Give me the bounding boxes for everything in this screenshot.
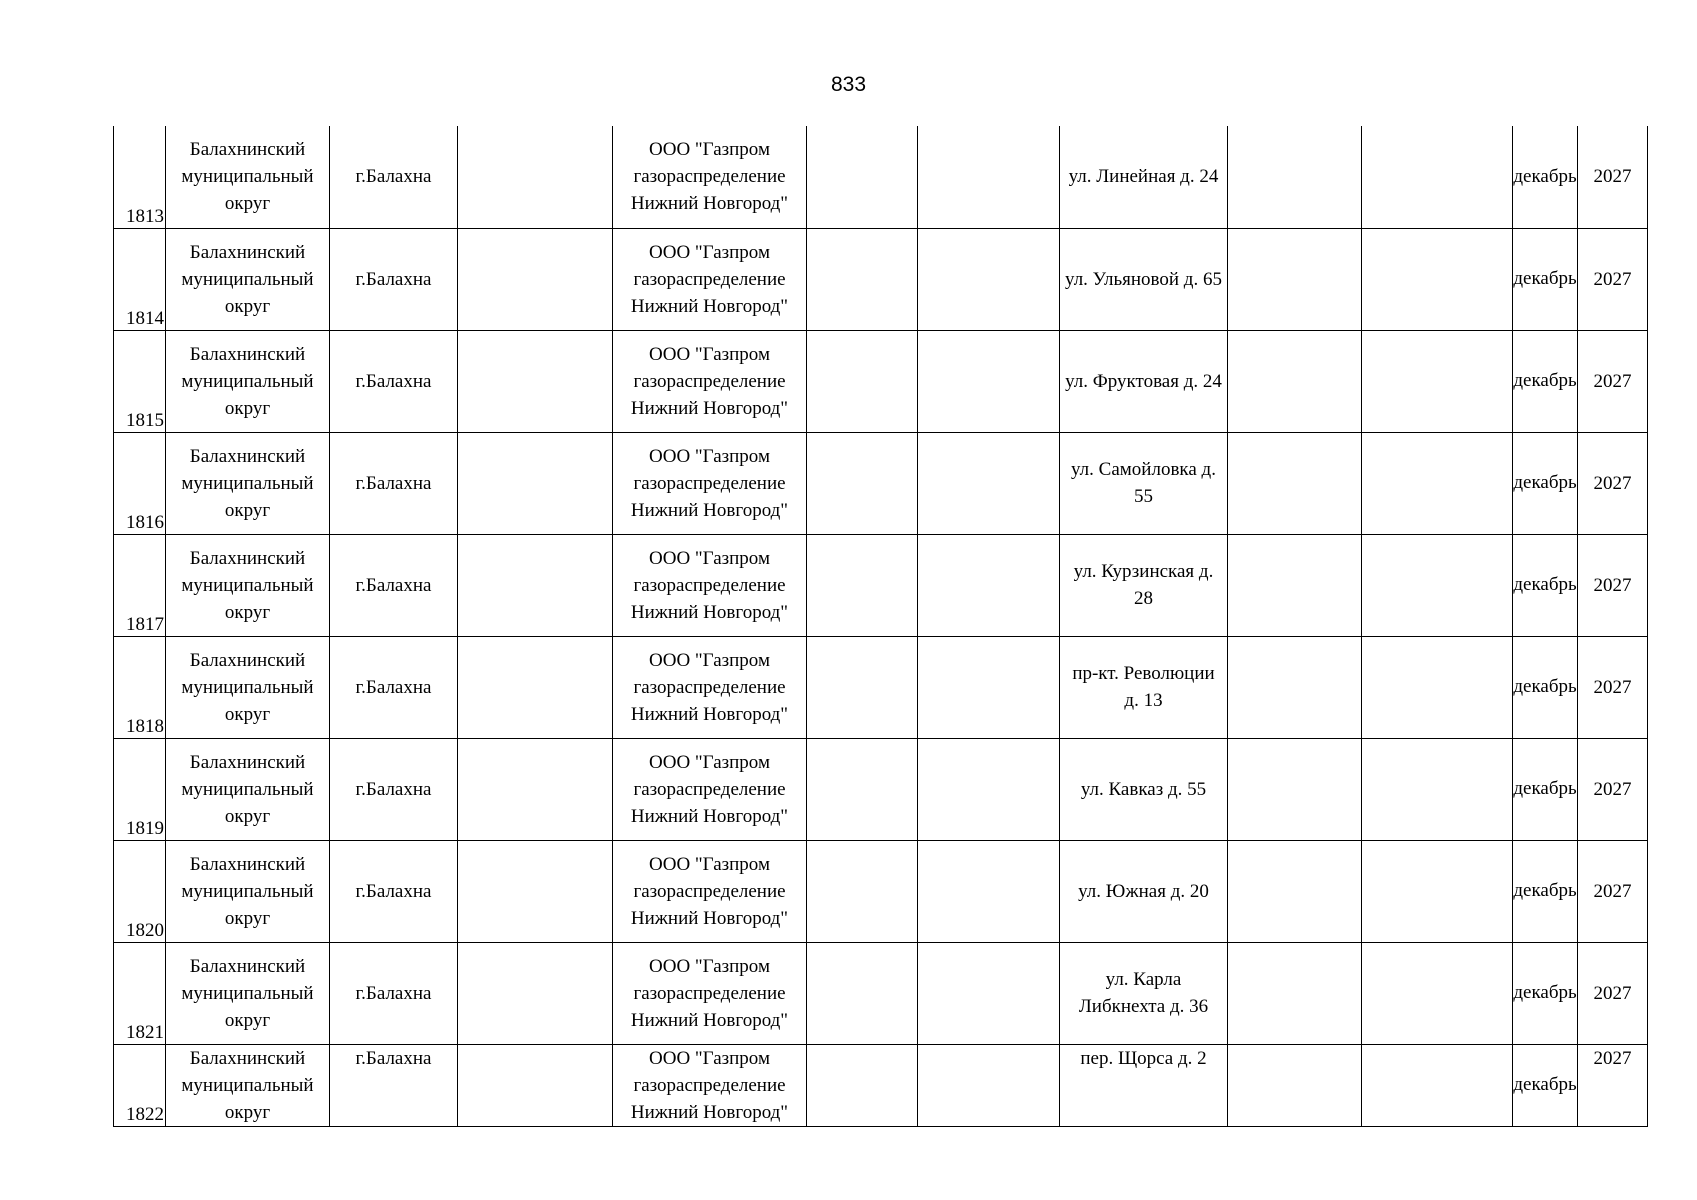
month-cell: декабрь bbox=[1513, 942, 1578, 1044]
table-row bbox=[114, 432, 1648, 534]
empty-cell bbox=[458, 738, 613, 840]
organization-cell: ООО "Газпром газораспределение Нижний Новгород" bbox=[613, 534, 807, 636]
year-cell: 2027 bbox=[1578, 126, 1648, 228]
empty-cell bbox=[807, 330, 918, 432]
table-row bbox=[114, 1044, 1648, 1126]
district-cell: Балахнинский муниципальный округ bbox=[166, 432, 330, 534]
year-cell: 2027 bbox=[1578, 738, 1648, 840]
organization-cell: ООО "Газпром газораспределение Нижний Новгород" bbox=[613, 840, 807, 942]
empty-cell bbox=[918, 432, 1060, 534]
table-row bbox=[114, 534, 1648, 636]
city-cell: г.Балахна bbox=[330, 228, 458, 330]
empty-cell bbox=[1362, 636, 1513, 738]
empty-cell bbox=[918, 1044, 1060, 1126]
table-body bbox=[114, 126, 1648, 1126]
city-cell: г.Балахна bbox=[330, 942, 458, 1044]
row-number: 1815 bbox=[114, 330, 166, 432]
city-cell: г.Балахна bbox=[330, 738, 458, 840]
district-cell: Балахнинский муниципальный округ bbox=[166, 738, 330, 840]
city-cell: г.Балахна bbox=[330, 126, 458, 228]
street-address-cell: ул. Курзинская д. 28 bbox=[1060, 534, 1228, 636]
district-cell: Балахнинский муниципальный округ bbox=[166, 840, 330, 942]
table-row bbox=[114, 636, 1648, 738]
month-cell: декабрь bbox=[1513, 738, 1578, 840]
month-cell: декабрь bbox=[1513, 1044, 1578, 1126]
objects-table bbox=[113, 126, 1648, 1127]
year-cell: 2027 bbox=[1578, 840, 1648, 942]
district-cell: Балахнинский муниципальный округ bbox=[166, 228, 330, 330]
empty-cell bbox=[918, 126, 1060, 228]
empty-cell bbox=[807, 840, 918, 942]
organization-cell: ООО "Газпром газораспределение Нижний Новгород" bbox=[613, 1044, 807, 1126]
empty-cell bbox=[807, 636, 918, 738]
organization-cell: ООО "Газпром газораспределение Нижний Новгород" bbox=[613, 330, 807, 432]
empty-cell bbox=[458, 126, 613, 228]
empty-cell bbox=[1228, 840, 1362, 942]
empty-cell bbox=[918, 636, 1060, 738]
street-address-cell: ул. Карла Либкнехта д. 36 bbox=[1060, 942, 1228, 1044]
empty-cell bbox=[1362, 228, 1513, 330]
city-cell: г.Балахна bbox=[330, 330, 458, 432]
row-number: 1820 bbox=[114, 840, 166, 942]
year-cell: 2027 bbox=[1578, 432, 1648, 534]
empty-cell bbox=[1228, 432, 1362, 534]
empty-cell bbox=[458, 330, 613, 432]
empty-cell bbox=[807, 1044, 918, 1126]
table-container bbox=[113, 126, 1647, 1125]
row-number: 1816 bbox=[114, 432, 166, 534]
empty-cell bbox=[1228, 636, 1362, 738]
empty-cell bbox=[1362, 432, 1513, 534]
empty-cell bbox=[1362, 1044, 1513, 1126]
empty-cell bbox=[918, 534, 1060, 636]
empty-cell bbox=[458, 1044, 613, 1126]
empty-cell bbox=[918, 840, 1060, 942]
street-address-cell: ул. Самойловка д. 55 bbox=[1060, 432, 1228, 534]
street-address-cell: ул. Кавказ д. 55 bbox=[1060, 738, 1228, 840]
empty-cell bbox=[458, 840, 613, 942]
empty-cell bbox=[458, 228, 613, 330]
empty-cell bbox=[918, 330, 1060, 432]
empty-cell bbox=[1228, 738, 1362, 840]
row-number: 1814 bbox=[114, 228, 166, 330]
table-row bbox=[114, 330, 1648, 432]
street-address-cell: ул. Линейная д. 24 bbox=[1060, 126, 1228, 228]
empty-cell bbox=[807, 942, 918, 1044]
year-cell: 2027 bbox=[1578, 330, 1648, 432]
city-cell: г.Балахна bbox=[330, 636, 458, 738]
empty-cell bbox=[1228, 1044, 1362, 1126]
empty-cell bbox=[1362, 126, 1513, 228]
row-number: 1817 bbox=[114, 534, 166, 636]
row-number: 1821 bbox=[114, 942, 166, 1044]
month-cell: декабрь bbox=[1513, 330, 1578, 432]
empty-cell bbox=[807, 126, 918, 228]
organization-cell: ООО "Газпром газораспределение Нижний Новгород" bbox=[613, 126, 807, 228]
month-cell: декабрь bbox=[1513, 432, 1578, 534]
city-cell: г.Балахна bbox=[330, 432, 458, 534]
organization-cell: ООО "Газпром газораспределение Нижний Новгород" bbox=[613, 432, 807, 534]
month-cell: декабрь bbox=[1513, 126, 1578, 228]
street-address-cell: пер. Щорса д. 2 bbox=[1060, 1044, 1228, 1126]
table-row bbox=[114, 228, 1648, 330]
district-cell: Балахнинский муниципальный округ bbox=[166, 1044, 330, 1126]
table-row bbox=[114, 840, 1648, 942]
year-cell: 2027 bbox=[1578, 942, 1648, 1044]
empty-cell bbox=[1362, 942, 1513, 1044]
month-cell: декабрь bbox=[1513, 228, 1578, 330]
month-cell: декабрь bbox=[1513, 840, 1578, 942]
month-cell: декабрь bbox=[1513, 534, 1578, 636]
street-address-cell: ул. Ульяновой д. 65 bbox=[1060, 228, 1228, 330]
organization-cell: ООО "Газпром газораспределение Нижний Новгород" bbox=[613, 636, 807, 738]
district-cell: Балахнинский муниципальный округ bbox=[166, 636, 330, 738]
row-number: 1818 bbox=[114, 636, 166, 738]
year-cell: 2027 bbox=[1578, 636, 1648, 738]
row-number: 1819 bbox=[114, 738, 166, 840]
district-cell: Балахнинский муниципальный округ bbox=[166, 942, 330, 1044]
table-row bbox=[114, 942, 1648, 1044]
page-number: 833 bbox=[830, 73, 867, 96]
district-cell: Балахнинский муниципальный округ bbox=[166, 330, 330, 432]
year-cell: 2027 bbox=[1578, 228, 1648, 330]
city-cell: г.Балахна bbox=[330, 534, 458, 636]
empty-cell bbox=[1362, 534, 1513, 636]
organization-cell: ООО "Газпром газораспределение Нижний Новгород" bbox=[613, 738, 807, 840]
empty-cell bbox=[1362, 330, 1513, 432]
city-cell: г.Балахна bbox=[330, 1044, 458, 1126]
year-cell: 2027 bbox=[1578, 1044, 1648, 1126]
street-address-cell: ул. Фруктовая д. 24 bbox=[1060, 330, 1228, 432]
month-cell: декабрь bbox=[1513, 636, 1578, 738]
year-cell: 2027 bbox=[1578, 534, 1648, 636]
empty-cell bbox=[807, 534, 918, 636]
empty-cell bbox=[1228, 534, 1362, 636]
empty-cell bbox=[807, 228, 918, 330]
empty-cell bbox=[458, 942, 613, 1044]
empty-cell bbox=[807, 738, 918, 840]
row-number: 1822 bbox=[114, 1044, 166, 1126]
district-cell: Балахнинский муниципальный округ bbox=[166, 534, 330, 636]
empty-cell bbox=[918, 738, 1060, 840]
empty-cell bbox=[458, 636, 613, 738]
empty-cell bbox=[918, 228, 1060, 330]
empty-cell bbox=[1228, 942, 1362, 1044]
row-number: 1813 bbox=[114, 126, 166, 228]
street-address-cell: ул. Южная д. 20 bbox=[1060, 840, 1228, 942]
empty-cell bbox=[1228, 126, 1362, 228]
empty-cell bbox=[918, 942, 1060, 1044]
empty-cell bbox=[458, 534, 613, 636]
table-row bbox=[114, 738, 1648, 840]
empty-cell bbox=[1362, 840, 1513, 942]
empty-cell bbox=[807, 432, 918, 534]
empty-cell bbox=[458, 432, 613, 534]
empty-cell bbox=[1362, 738, 1513, 840]
street-address-cell: пр-кт. Революции д. 13 bbox=[1060, 636, 1228, 738]
empty-cell bbox=[1228, 228, 1362, 330]
organization-cell: ООО "Газпром газораспределение Нижний Новгород" bbox=[613, 228, 807, 330]
empty-cell bbox=[1228, 330, 1362, 432]
table-row bbox=[114, 126, 1648, 228]
organization-cell: ООО "Газпром газораспределение Нижний Новгород" bbox=[613, 942, 807, 1044]
city-cell: г.Балахна bbox=[330, 840, 458, 942]
district-cell: Балахнинский муниципальный округ bbox=[166, 126, 330, 228]
